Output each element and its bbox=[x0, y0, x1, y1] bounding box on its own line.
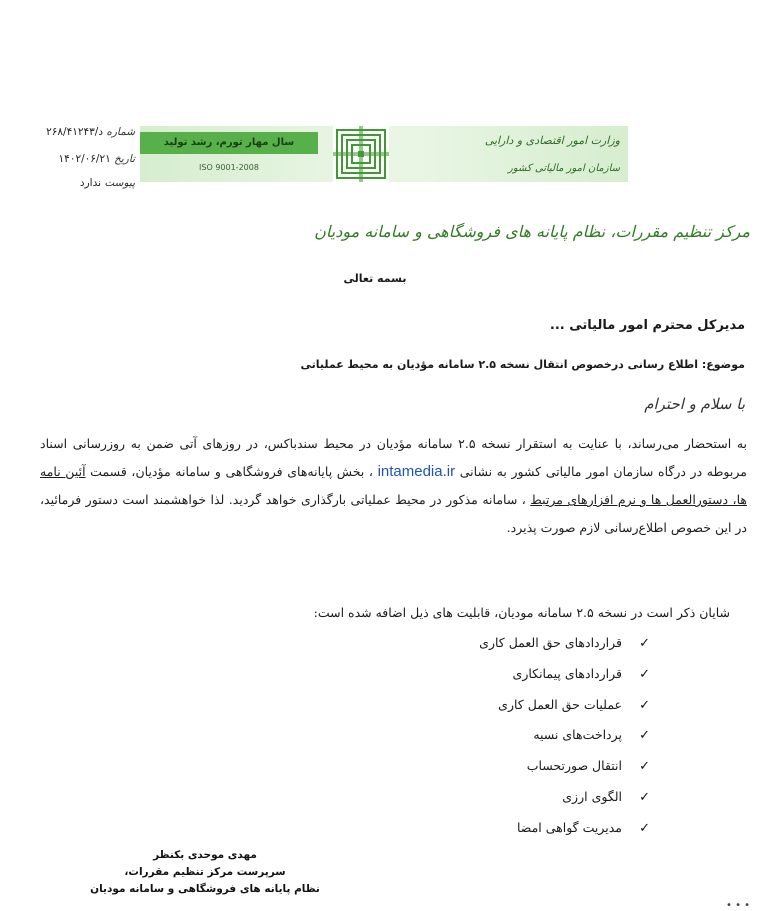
bismillah: بسمه تعالی bbox=[343, 272, 407, 285]
letter-date-label: تاریخ bbox=[114, 153, 135, 165]
feature-label: عملیات حق العمل کاری bbox=[498, 696, 622, 712]
feature-label: قراردادهای حق العمل کاری bbox=[479, 635, 622, 650]
letter-number-value: د/۲۶۸/۴۱۲۴۳ bbox=[46, 126, 104, 138]
letter-attachment-label: پیوست bbox=[104, 177, 135, 189]
check-icon: ✓ bbox=[639, 789, 650, 805]
body-text-underlined: آئین نامه ها، دستورالعمل ها و نرم افزارهای مرتبط bbox=[40, 464, 747, 507]
body-text-part3: ، سامانه مذکور در محیط عملیاتی بارگذاری خواهد گردید. لذا خواهشمند است دستور فرمائید، در این خصوص اطلاع‌رسانی لازم صورت پذیرد. bbox=[40, 492, 747, 535]
feature-label: مدیریت گواهی امضا bbox=[516, 819, 622, 835]
list-item bbox=[350, 690, 650, 721]
subject-line: موضوع: اطلاع رسانی درخصوص انتقال نسخه ۲.۵ سامانه مؤدیان به محیط عملیاتی bbox=[300, 358, 745, 371]
letter-attachment bbox=[20, 177, 135, 189]
list-item bbox=[350, 659, 650, 690]
feature-label: الگوی ارزی bbox=[562, 788, 622, 804]
list-item bbox=[350, 628, 650, 659]
check-icon: ✓ bbox=[639, 636, 650, 651]
greeting: با سلام و احترام bbox=[644, 395, 745, 413]
portal-link[interactable]: intamedia.ir bbox=[377, 463, 456, 480]
check-icon: ✓ bbox=[639, 666, 650, 682]
list-item bbox=[350, 782, 650, 813]
letter-body bbox=[40, 430, 747, 542]
center-title: مرکز تنظیم مقررات، نظام پایانه های فروشگاهی و سامانه مودیان bbox=[314, 222, 750, 241]
ministry-name: وزارت امور اقتصادی و دارایی bbox=[484, 134, 620, 147]
list-item bbox=[350, 813, 650, 844]
letter-date-value: ۱۴۰۲/۰۶/۲۱ bbox=[58, 153, 111, 165]
features-list bbox=[350, 628, 650, 844]
year-slogan: سال مهار تورم، رشد تولید bbox=[163, 137, 295, 148]
check-icon: ✓ bbox=[639, 759, 650, 775]
signatory-title-line1: سرپرست مرکز تنظیم مقررات، bbox=[124, 866, 286, 878]
signatory-title-line2: نظام پایانه های فروشگاهی و سامانه مودیان bbox=[90, 883, 320, 895]
letter-number-label: شماره bbox=[106, 126, 135, 138]
feature-label: قراردادهای پیمانکاری bbox=[512, 665, 622, 681]
check-icon: ✓ bbox=[639, 728, 650, 744]
tax-organization-emblem-icon bbox=[333, 126, 389, 182]
list-item bbox=[350, 720, 650, 751]
check-icon: ✓ bbox=[639, 697, 650, 713]
body-paragraph bbox=[40, 430, 747, 542]
letter-date bbox=[20, 153, 135, 165]
iso-certificate: ISO 9001-2008 bbox=[199, 163, 259, 172]
body-text-part2: ، بخش پایانه‌های فروشگاهی و سامانه مؤدیان، قسمت bbox=[90, 464, 373, 479]
organization-name: سازمان امور مالیاتی کشور bbox=[508, 163, 620, 174]
feature-label: پرداخت‌های نسیه bbox=[533, 727, 622, 743]
letter-attachment-value: ندارد bbox=[79, 177, 102, 189]
letter-number bbox=[20, 126, 135, 138]
page-marker: • • • bbox=[726, 900, 751, 911]
features-intro: شایان ذکر است در نسخه ۲.۵ سامانه مودیان، قابلیت های ذیل اضافه شده است: bbox=[313, 605, 730, 620]
body-text-part1: به استحضار می‌رساند، با عنایت به استقرار نسخه ۲.۵ سامانه مؤدیان در محیط سندباکس، در روزهای آتی ضمن به روزرسانی اسناد مربوطه در درگاه سازمان امور مالیاتی کشور به نشانی bbox=[40, 436, 748, 479]
list-item bbox=[350, 751, 650, 782]
feature-label: انتقال صورتحساب bbox=[526, 758, 622, 774]
addressee: مدیرکل محترم امور مالیاتی ... bbox=[549, 318, 745, 333]
check-icon: ✓ bbox=[639, 820, 650, 836]
signatory-name: مهدی موحدی بکنظر bbox=[153, 849, 257, 861]
